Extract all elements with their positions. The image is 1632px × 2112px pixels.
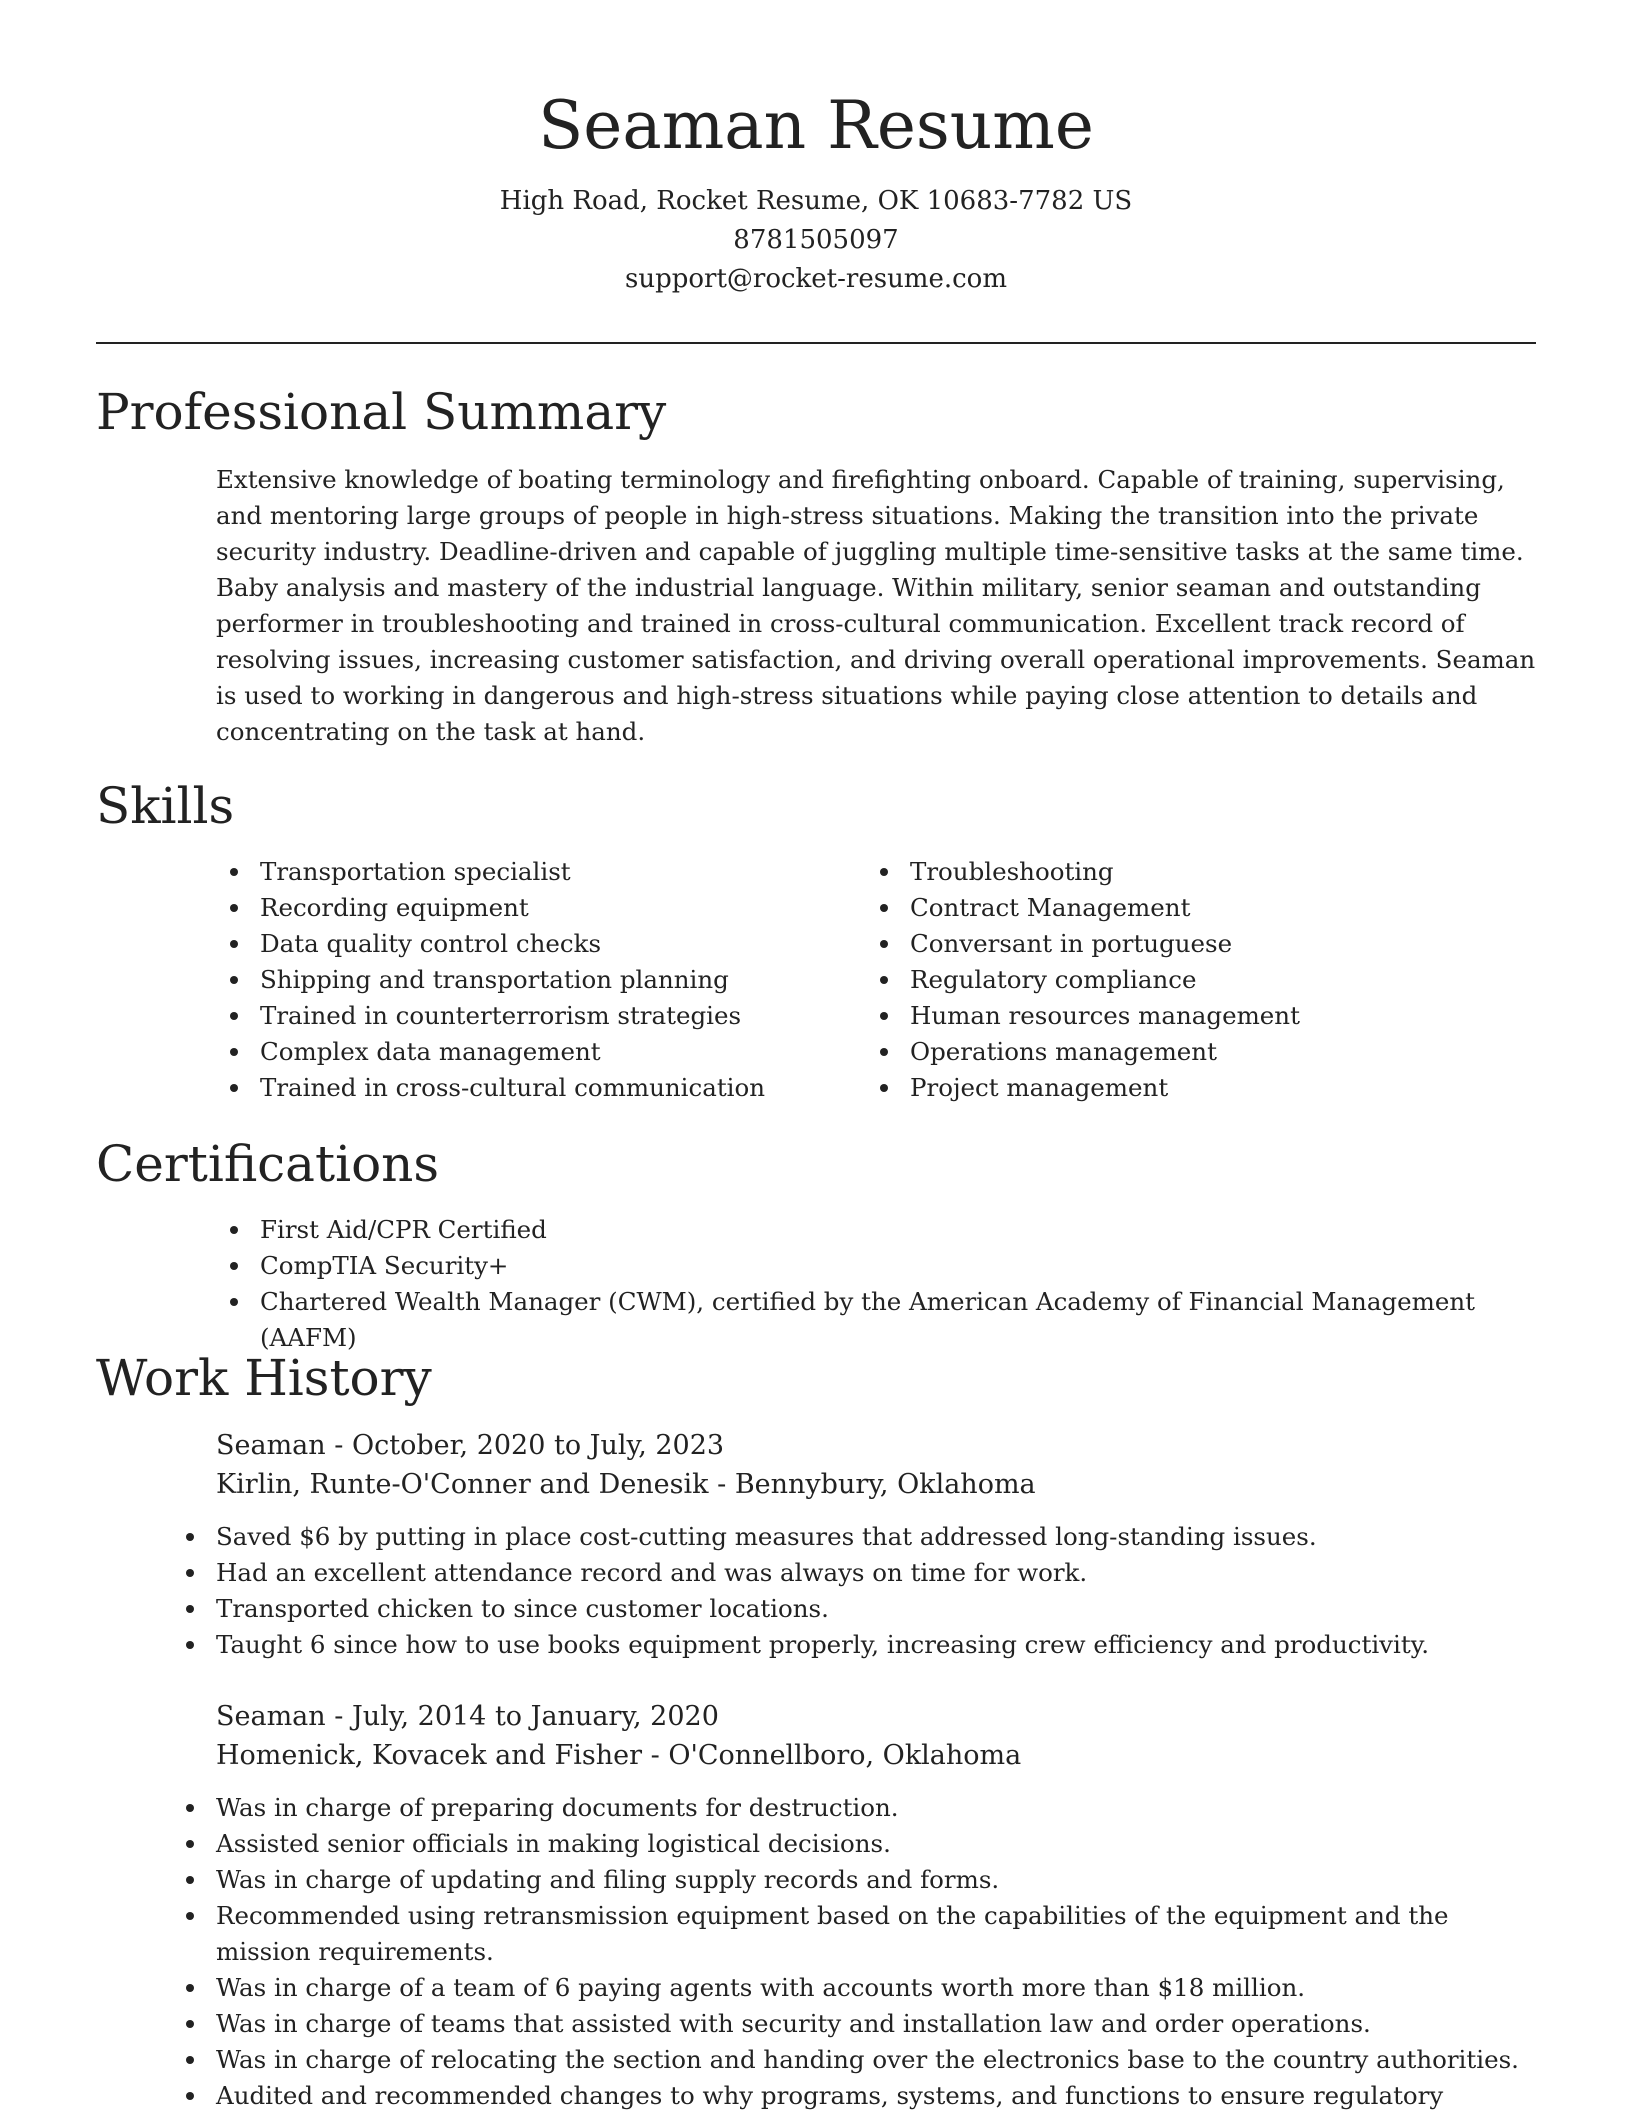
- certifications-list: [216, 1212, 1546, 1356]
- list-item: Chartered Wealth Manager (CWM), certified by the American Academy of Financial Management (AAFM): [216, 1284, 1546, 1356]
- list-item: Trained in counterterrorism strategies: [216, 998, 856, 1034]
- list-item: Conversant in portuguese: [866, 926, 1506, 962]
- list-item: Assisted senior officials in making logistical decisions.: [172, 1826, 1536, 1862]
- list-item: Transportation specialist: [216, 854, 856, 890]
- skills-heading: Skills: [96, 777, 235, 835]
- list-item: Shipping and transportation planning: [216, 962, 856, 998]
- list-item: First Aid/CPR Certified: [216, 1212, 1546, 1248]
- skills-column-right: [866, 854, 1506, 1106]
- list-item: Trained in cross-cultural communication: [216, 1070, 856, 1106]
- list-item: Data quality control checks: [216, 926, 856, 962]
- job-entry: [216, 1698, 1536, 2112]
- list-item: Was in charge of a team of 6 paying agents with accounts worth more than $18 million.: [172, 1970, 1536, 2006]
- job-role: Seaman: [216, 1701, 326, 1732]
- list-item: Taught 6 since how to use books equipment properly, increasing crew efficiency and productivity.: [172, 1627, 1536, 1663]
- list-item: Was in charge of relocating the section and handing over the electronics base to the country authorities.: [172, 2042, 1536, 2078]
- list-item: Project management: [866, 1070, 1506, 1106]
- work-history-heading: Work History: [96, 1349, 432, 1407]
- job-company-line: Homenick, Kovacek and Fisher - O'Connellboro, Oklahoma: [216, 1740, 1022, 1771]
- certifications-section: [216, 1212, 1546, 1356]
- list-item: Was in charge of updating and filing supply records and forms.: [172, 1862, 1536, 1898]
- list-item: Recording equipment: [216, 890, 856, 926]
- list-item: Was in charge of teams that assisted with security and installation law and order operations.: [172, 2006, 1536, 2042]
- job-bullets: [172, 1519, 1536, 1663]
- contact-phone: 8781505097: [733, 225, 899, 255]
- list-item: Troubleshooting: [866, 854, 1506, 890]
- job-title-line: Seaman - October, 2020 to July, 2023: [216, 1430, 725, 1461]
- list-item: Audited and recommended changes to why programs, systems, and functions to ensure regulatory: [172, 2078, 1536, 2112]
- list-item: Complex data management: [216, 1034, 856, 1070]
- skills-column-left: [216, 854, 856, 1106]
- summary-heading: Professional Summary: [96, 383, 667, 441]
- list-item: Contract Management: [866, 890, 1506, 926]
- list-item: Recommended using retransmission equipment based on the capabilities of the equipment and the mission requirements.: [172, 1898, 1536, 1970]
- certifications-heading: Certifications: [96, 1135, 440, 1193]
- job-entry: [216, 1427, 1536, 1663]
- list-item: Operations management: [866, 1034, 1506, 1070]
- list-item: Human resources management: [866, 998, 1506, 1034]
- skills-list-right: [866, 854, 1506, 1106]
- job-title-line: Seaman - July, 2014 to January, 2020: [216, 1701, 719, 1732]
- list-item: Transported chicken to since customer locations.: [172, 1591, 1536, 1627]
- list-item: Was in charge of preparing documents for destruction.: [172, 1790, 1536, 1826]
- resume-name: Seaman Resume: [538, 87, 1094, 164]
- list-item: Saved $6 by putting in place cost-cutting measures that addressed long-standing issues.: [172, 1519, 1536, 1555]
- contact-address: High Road, Rocket Resume, OK 10683-7782 US: [499, 186, 1133, 216]
- job-role: Seaman: [216, 1430, 326, 1461]
- contact-email: support@rocket-resume.com: [624, 264, 1007, 294]
- contact-block: [0, 182, 1632, 299]
- list-item: Had an excellent attendance record and was always on time for work.: [172, 1555, 1536, 1591]
- job-dates: July, 2014 to January, 2020: [351, 1701, 719, 1732]
- job-location: Bennybury, Oklahoma: [734, 1469, 1036, 1500]
- job-company: Kirlin, Runte-O'Conner and Denesik: [216, 1469, 709, 1500]
- resume-header: [0, 0, 1632, 299]
- summary-text: Extensive knowledge of boating terminology and firefighting onboard. Capable of training, supervising, and mentoring large groups of people in high-stress situations. Making the transition into the private security industry. Deadline-driven and capable of juggling multiple time-sensitive tasks at the same time. Baby analysis and mastery of the industrial language. Within military, senior seaman and outstanding performer in troubleshooting and trained in cross-cultural communication. Excellent track record of resolving issues, increasing customer satisfaction, and driving overall operational improvements. Seaman is used to working in dangerous and high-stress situations while paying close attention to details and concentrating on the task at hand.: [216, 465, 1536, 746]
- header-divider: [96, 342, 1536, 344]
- job-dates: October, 2020 to July, 2023: [351, 1430, 725, 1461]
- job-location: O'Connellboro, Oklahoma: [668, 1740, 1022, 1771]
- list-item: CompTIA Security+: [216, 1248, 1546, 1284]
- job-company-line: Kirlin, Runte-O'Conner and Denesik - Bennybury, Oklahoma: [216, 1469, 1036, 1500]
- list-item: Regulatory compliance: [866, 962, 1506, 998]
- job-bullets: [172, 1790, 1536, 2112]
- job-company: Homenick, Kovacek and Fisher: [216, 1740, 643, 1771]
- skills-list-left: [216, 854, 856, 1106]
